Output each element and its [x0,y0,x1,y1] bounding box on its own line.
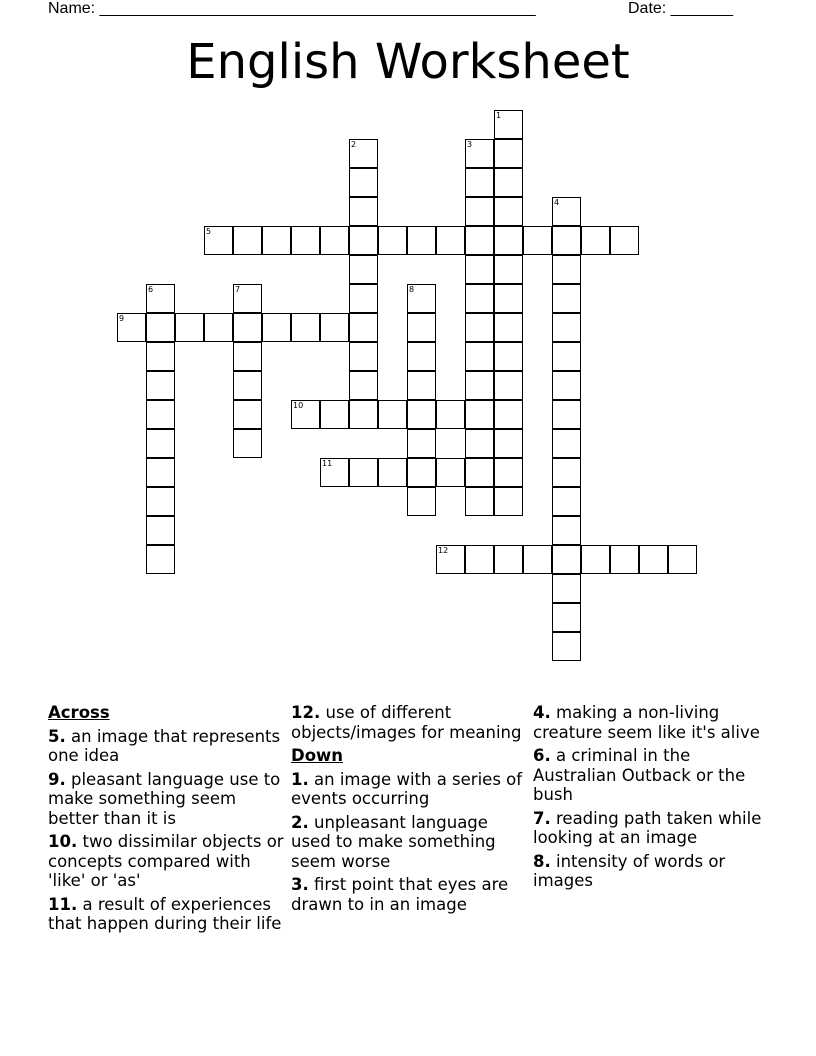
crossword-cell[interactable] [494,110,523,139]
crossword-cell[interactable] [552,487,581,516]
clue-text: a result of experiences that happen during their life [48,894,282,933]
clue-number: 11. [48,894,78,914]
clue-text: two dissimilar objects or concepts compared with 'like' or 'as' [48,832,284,890]
crossword-cell[interactable] [407,429,436,458]
crossword-cell[interactable] [320,458,349,487]
crossword-cell[interactable] [349,400,378,429]
crossword-cell[interactable] [233,342,262,371]
crossword-cell[interactable] [494,226,523,255]
cell-number: 8 [409,285,415,294]
cell-number: 9 [119,314,125,323]
clues-column-2 [291,703,527,918]
crossword-cell[interactable] [494,255,523,284]
clue-number: 1. [291,769,309,789]
crossword-cell[interactable] [581,226,610,255]
cell-number: 4 [554,198,560,207]
crossword-cell[interactable] [494,342,523,371]
crossword-cell[interactable] [552,284,581,313]
crossword-cell[interactable] [523,545,552,574]
crossword-cell[interactable] [146,342,175,371]
cell-number: 11 [322,459,333,468]
crossword-cell[interactable] [349,197,378,226]
crossword-cell[interactable] [668,545,697,574]
clue-text: an image that represents one idea [48,726,281,765]
crossword-cell[interactable] [262,313,291,342]
crossword-cell[interactable] [349,284,378,313]
crossword-cell[interactable] [581,545,610,574]
cell-number: 2 [351,140,357,149]
clue-down-3 [291,875,527,914]
crossword-cell[interactable] [146,284,175,313]
crossword-cell[interactable] [320,400,349,429]
crossword-cell[interactable] [465,487,494,516]
crossword-cell[interactable] [494,429,523,458]
crossword-cell[interactable] [552,632,581,661]
crossword-cell[interactable] [465,139,494,168]
clue-down-6 [533,746,769,805]
crossword-cell[interactable] [378,226,407,255]
crossword-cell[interactable] [349,371,378,400]
crossword-cell[interactable] [407,487,436,516]
clue-down-4 [533,703,769,742]
crossword-cell[interactable] [552,603,581,632]
crossword-cell[interactable] [349,255,378,284]
crossword-cell[interactable] [117,313,146,342]
crossword-cell[interactable] [146,313,175,342]
crossword-cell[interactable] [407,226,436,255]
cell-number: 3 [467,140,473,149]
crossword-cell[interactable] [378,458,407,487]
crossword-cell[interactable] [494,284,523,313]
crossword-cell[interactable] [291,226,320,255]
crossword-cell[interactable] [465,313,494,342]
crossword-cell[interactable] [349,313,378,342]
crossword-cell[interactable] [146,429,175,458]
crossword-cell[interactable] [233,429,262,458]
crossword-cell[interactable] [407,458,436,487]
clues-column-3 [533,703,769,895]
crossword-cell[interactable] [523,226,552,255]
clue-text: an image with a series of events occurring [291,769,523,808]
clue-text: reading path taken while looking at an image [533,808,762,847]
clue-across-10 [48,832,284,891]
crossword-cell[interactable] [349,226,378,255]
clue-text: a criminal in the Australian Outback or the bush [533,746,746,804]
cell-number: 10 [293,401,304,410]
crossword-cell[interactable] [465,284,494,313]
crossword-cell[interactable] [552,255,581,284]
crossword-cell[interactable] [552,342,581,371]
name-field[interactable]: Name: _________________________________________________ [48,0,536,17]
crossword-cell[interactable] [204,313,233,342]
crossword-cell[interactable] [494,400,523,429]
crossword-cell[interactable] [610,545,639,574]
clue-number: 5. [48,726,66,746]
crossword-cell[interactable] [407,400,436,429]
clue-text: making a non-living creature seem like it's alive [533,703,760,742]
crossword-cell[interactable] [494,197,523,226]
crossword-cell[interactable] [552,545,581,574]
crossword-cell[interactable] [465,429,494,458]
crossword-cell[interactable] [494,313,523,342]
crossword-cell[interactable] [552,226,581,255]
crossword-cell[interactable] [291,313,320,342]
clue-across-11 [48,895,284,934]
crossword-cell[interactable] [407,313,436,342]
crossword-cell[interactable] [465,371,494,400]
crossword-cell[interactable] [436,226,465,255]
crossword-cell[interactable] [146,458,175,487]
clues-column-1 [48,703,284,938]
cell-number: 1 [496,111,502,120]
crossword-cell[interactable] [465,197,494,226]
crossword-cell[interactable] [494,487,523,516]
crossword-cell[interactable] [494,139,523,168]
clue-text: use of different objects/images for meaning [291,703,522,742]
clue-number: 7. [533,808,551,828]
crossword-cell[interactable] [146,400,175,429]
clue-across-12 [291,703,527,742]
crossword-cell[interactable] [291,400,320,429]
crossword-cell[interactable] [436,400,465,429]
crossword-cell[interactable] [639,545,668,574]
cell-number: 6 [148,285,154,294]
clue-down-2 [291,813,527,872]
across-heading: Across [48,703,110,722]
crossword-cell[interactable] [552,371,581,400]
crossword-cell[interactable] [494,371,523,400]
page-title: English Worksheet [186,34,630,90]
crossword-cell[interactable] [552,574,581,603]
clue-number: 4. [533,703,551,722]
crossword-cell[interactable] [407,342,436,371]
down-heading: Down [291,746,344,765]
crossword-cell[interactable] [465,342,494,371]
cell-number: 7 [235,285,241,294]
crossword-cell[interactable] [552,516,581,545]
crossword-cell[interactable] [552,313,581,342]
crossword-cell[interactable] [465,545,494,574]
crossword-cell[interactable] [552,458,581,487]
crossword-cell[interactable] [378,400,407,429]
clue-number: 3. [291,875,309,894]
crossword-cell[interactable] [349,342,378,371]
clue-number: 2. [291,812,309,832]
crossword-cell[interactable] [320,313,349,342]
date-field[interactable]: Date: _______ [628,0,733,17]
crossword-cell[interactable] [233,226,262,255]
crossword-cell[interactable] [146,371,175,400]
crossword-cell[interactable] [465,458,494,487]
crossword-cell[interactable] [436,458,465,487]
crossword-cell[interactable] [320,226,349,255]
cell-number: 12 [438,546,449,555]
clue-across-9 [48,770,284,829]
crossword-cell[interactable] [552,197,581,226]
clue-down-1 [291,770,527,809]
crossword-cell[interactable] [233,313,262,342]
clue-number: 9. [48,769,66,789]
crossword-cell[interactable] [465,226,494,255]
crossword-cell[interactable] [407,371,436,400]
clue-text: pleasant language use to make something seem better than it is [48,769,281,828]
crossword-cell[interactable] [233,400,262,429]
clue-number: 8. [533,851,551,871]
crossword-cell[interactable] [349,458,378,487]
crossword-cell[interactable] [465,255,494,284]
crossword-cell[interactable] [552,400,581,429]
crossword-cell[interactable] [552,429,581,458]
crossword-cell[interactable] [175,313,204,342]
clue-number: 12. [291,703,321,722]
clue-down-7 [533,809,769,848]
cell-number: 5 [206,227,212,236]
crossword-cell[interactable] [349,139,378,168]
crossword-cell[interactable] [233,371,262,400]
clue-number: 10. [48,832,78,851]
crossword-cell[interactable] [146,487,175,516]
clue-text: first point that eyes are drawn to in an image [291,875,509,914]
crossword-cell[interactable] [204,226,233,255]
crossword-cell[interactable] [233,284,262,313]
crossword-cell[interactable] [146,516,175,545]
crossword-cell[interactable] [465,400,494,429]
clue-number: 6. [533,746,551,765]
crossword-cell[interactable] [407,284,436,313]
crossword-cell[interactable] [494,458,523,487]
crossword-cell[interactable] [436,545,465,574]
clue-text: intensity of words or images [533,851,726,890]
clue-down-8 [533,852,769,891]
crossword-cell[interactable] [262,226,291,255]
crossword-cell[interactable] [494,545,523,574]
crossword-cell[interactable] [494,168,523,197]
crossword-cell[interactable] [349,168,378,197]
clue-across-5 [48,727,284,766]
crossword-cell[interactable] [146,545,175,574]
crossword-cell[interactable] [465,168,494,197]
crossword-cell[interactable] [610,226,639,255]
clue-text: unpleasant language used to make something seem worse [291,812,496,871]
